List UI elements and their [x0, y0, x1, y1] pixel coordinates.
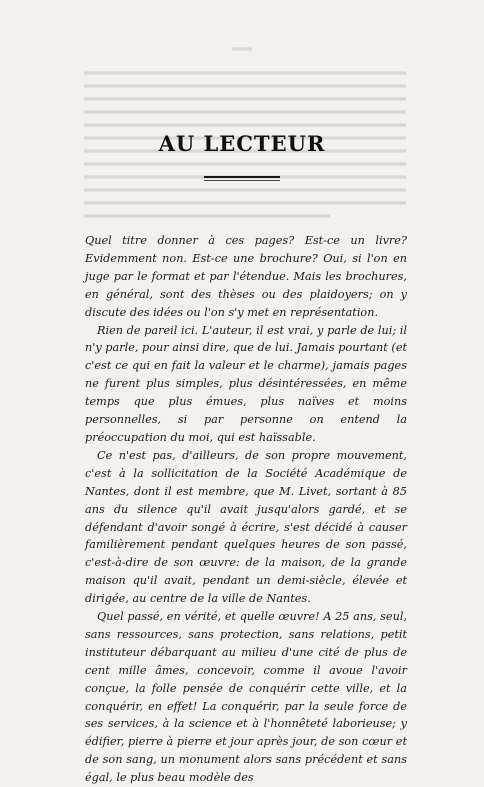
paragraph-1: Quel titre donner à ces pages? Est-ce un livre? Evidemment non. Est-ce une brochure? Oui, si l'on en juge par le format et par l'étendue. Mais les brochures, en général, sont des thèses ou des plaidoyers; on y discute des idées ou l'on s'y met en représentation.: [85, 234, 407, 319]
body-text: [85, 232, 407, 787]
paragraph-3: Ce n'est pas, d'ailleurs, de son propre mouvement, c'est à la sollicitation de la Société Académique de Nantes, dont il est membre, que M. Livet, sortant à 85 ans du silence qu'il avait jusqu'alors gardé, et se défendant d'avoir songé à écrire, s'est décidé à causer familièrement pendant quelques heures de son passé, c'est-à-dire de son œuvre: de la maison, de la grande maison qu'il avait, pendant un demi-siècle, élevée et dirigée, au centre de la ville de Nantes.: [85, 448, 407, 606]
page-title: AU LECTEUR: [158, 131, 326, 156]
paragraph-2: Rien de pareil ici. L'auteur, il est vrai, y parle de lui; il n'y parle, pour ainsi dire, que de lui. Jamais pourtant (et c'est ce qui en fait la valeur et le charme), jamais pages ne furent plus simples, plus désintéressées, en même temps que plus émues, plus naïves et moins personnelles, si par personne on entend la préoccupation du moi, qui est haïssable.: [85, 323, 407, 444]
paragraph-4: Quel passé, en vérité, et quelle œuvre! A 25 ans, seul, sans ressources, sans protection, sans relations, petit instituteur débarquant au milieu d'une cité de plus de cent mille âmes, concevoir, comme il avoue l'avoir conçue, la folle pensée de conquérir cette ville, et la conquérir, en effet! La conquérir, par la seule force de ses services, à la science et à l'honnêteté laborieuse; y édifier, pierre à pierre et jour après jour, de son cœur et de son sang, un monument alors sans précédent et sans égal, le plus beau modèle des: [85, 610, 407, 785]
